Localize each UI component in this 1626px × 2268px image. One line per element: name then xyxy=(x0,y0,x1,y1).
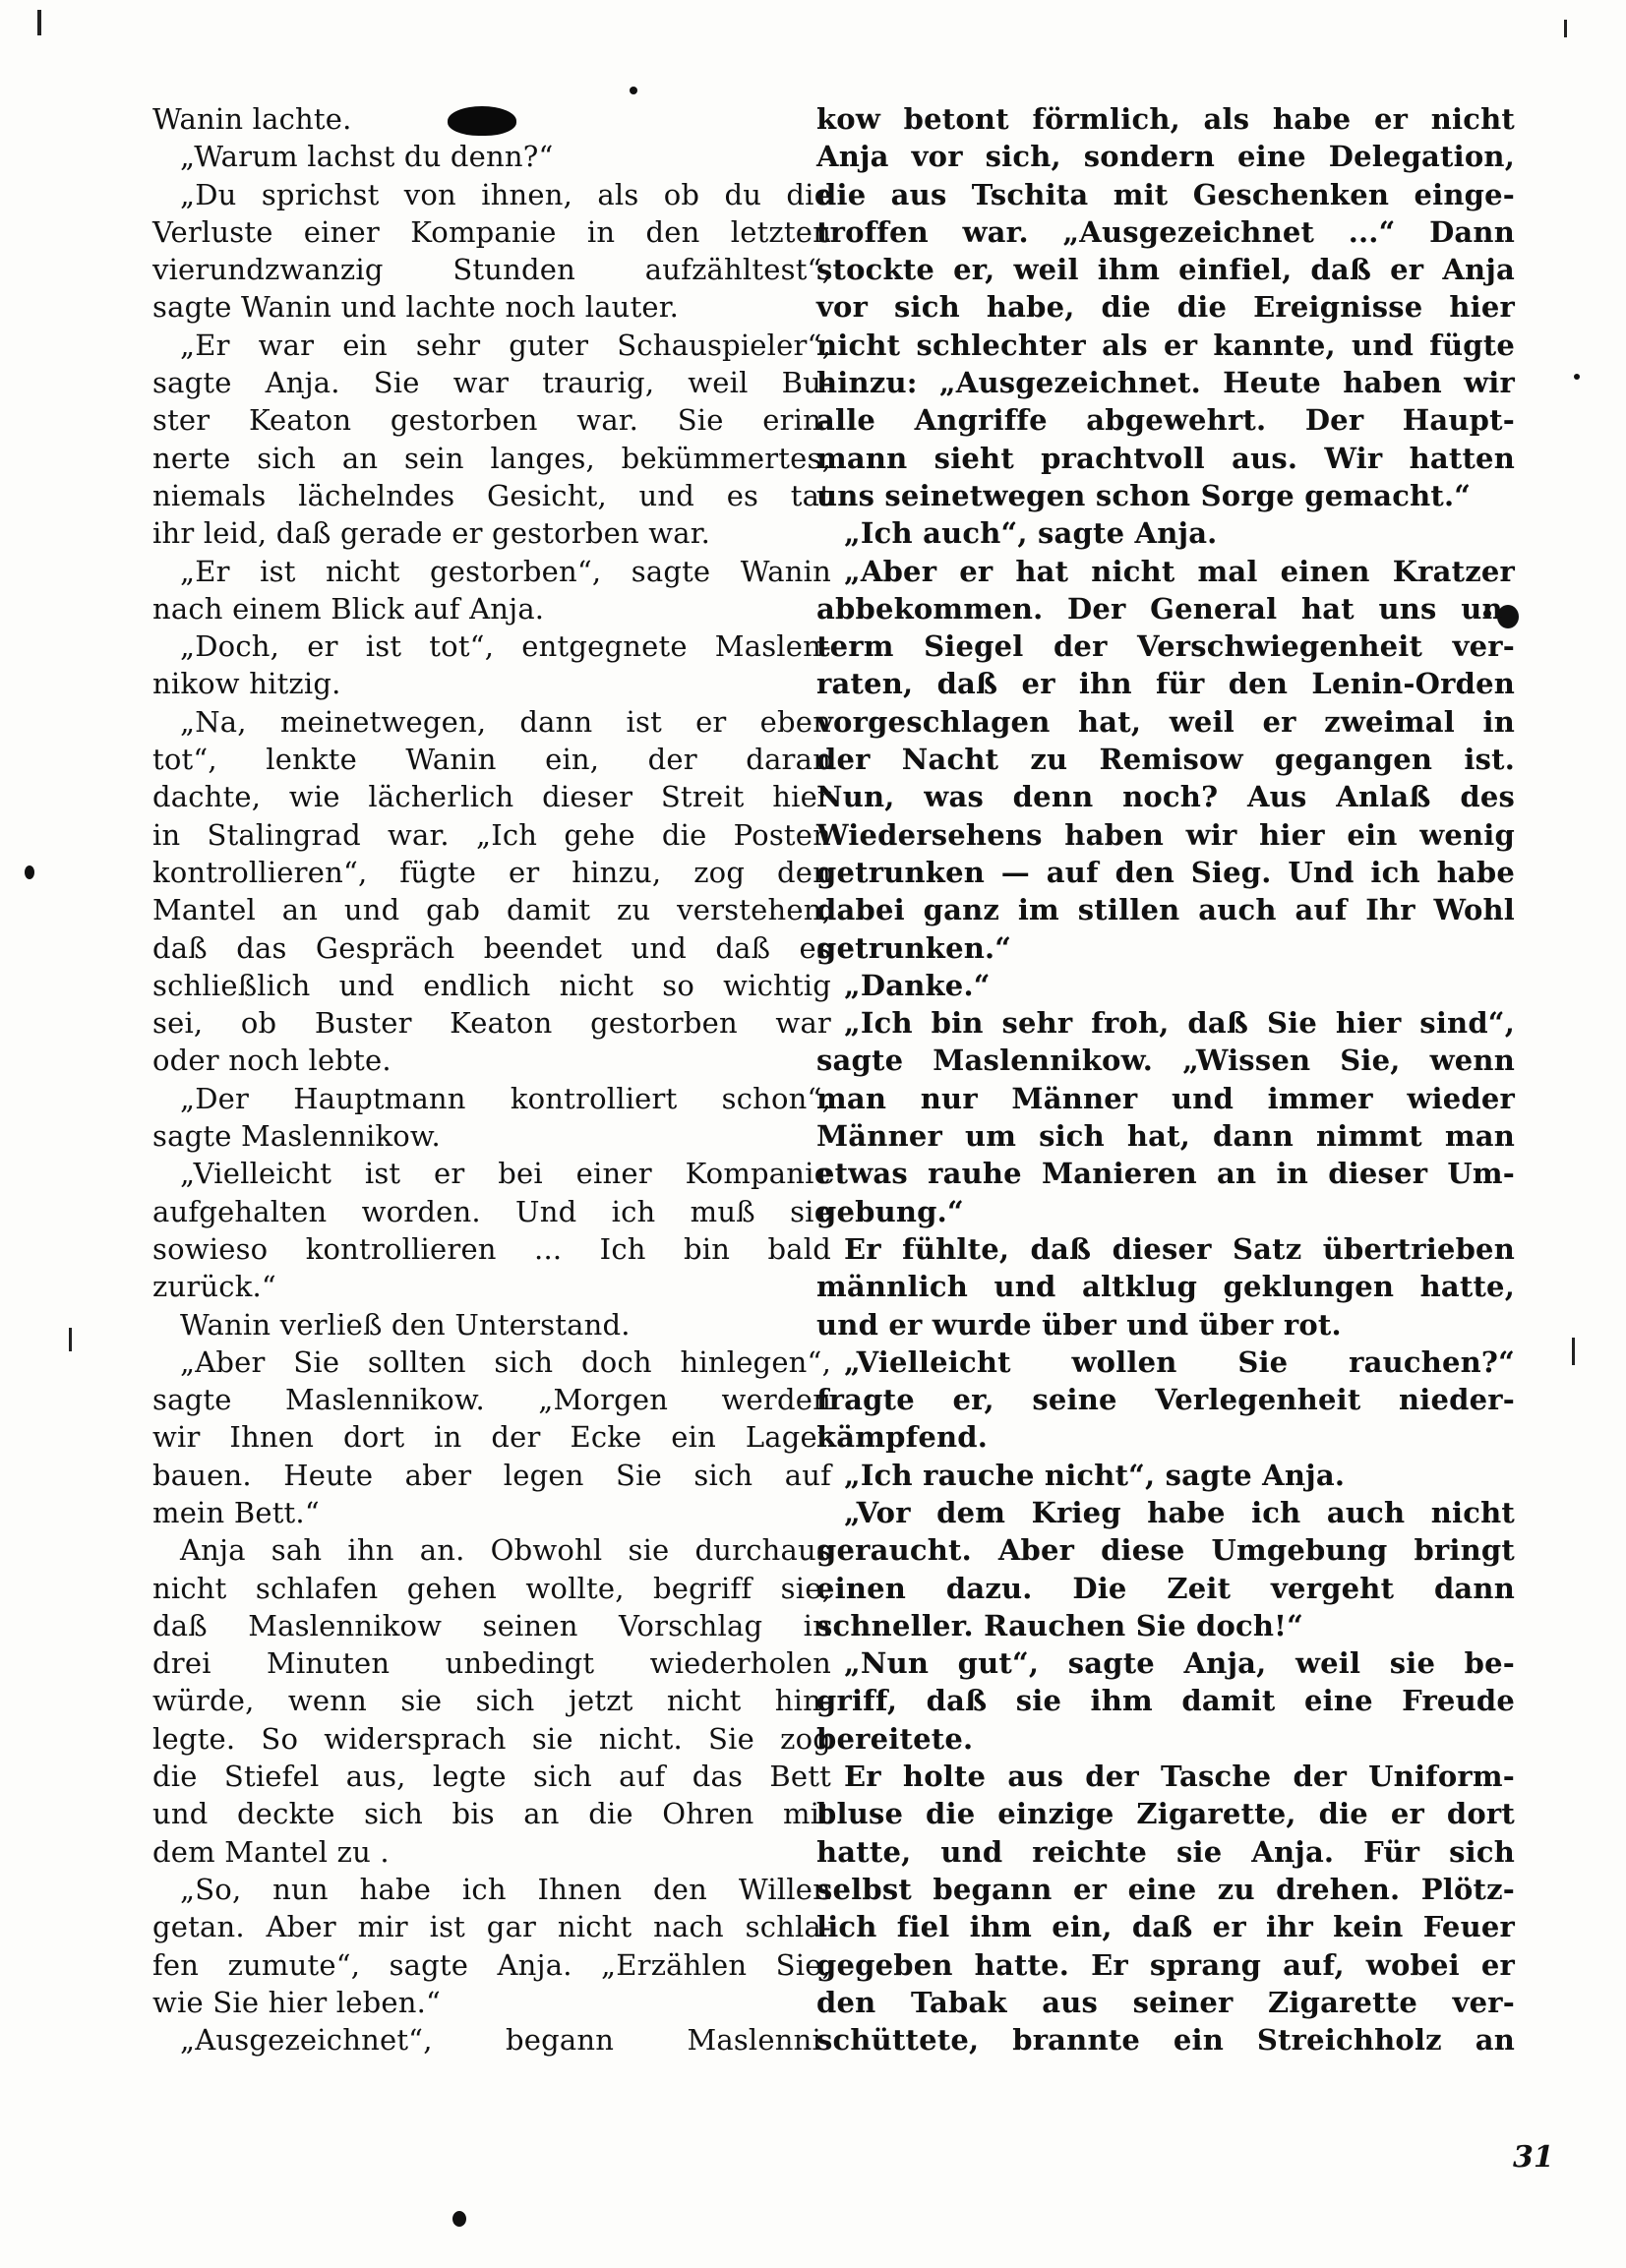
text-line: getrunken — auf den Sieg. Und ich habe xyxy=(816,855,1515,889)
text-line: gebung.“ xyxy=(816,1194,964,1228)
text-line: „Aber Sie sollten sich doch hinlegen“, xyxy=(180,1344,831,1379)
text-line: gegeben hatte. Er sprang auf, wobei er xyxy=(816,1947,1515,1982)
text-line: fen zumute“, sagte Anja. „Erzählen Sie, xyxy=(152,1947,831,1982)
text-line: vorgeschlagen hat, weil er zweimal in xyxy=(816,704,1515,739)
text-line: „Ich auch“, sagte Anja. xyxy=(844,516,1218,551)
text-line: schneller. Rauchen Sie doch!“ xyxy=(816,1608,1303,1642)
text-line: „Ausgezeichnet“, begann Maslenni- xyxy=(180,2023,831,2058)
text-line: „Vor dem Krieg habe ich auch nicht xyxy=(844,1495,1515,1529)
text-line: mann sieht prachtvoll aus. Wir hatten xyxy=(816,441,1515,475)
text-line: kow betont förmlich, als habe er nicht xyxy=(816,102,1515,136)
text-line: „Ich bin sehr froh, daß Sie hier sind“, xyxy=(844,1006,1515,1041)
page-number: 31 xyxy=(1513,2140,1554,2175)
text-line: „So, nun habe ich Ihnen den Willen xyxy=(180,1872,831,1906)
text-line: niemals lächelndes Gesicht, und es tat xyxy=(152,478,831,512)
text-line: und deckte sich bis an die Ohren mit xyxy=(152,1797,831,1831)
text-line: dabei ganz im stillen auch auf Ihr Wohl xyxy=(816,893,1515,927)
text-line: Er fühlte, daß dieser Satz übertrieben xyxy=(844,1231,1515,1266)
text-line: der Nacht zu Remisow gegangen ist. xyxy=(816,743,1515,777)
text-line: wie Sie hier leben.“ xyxy=(152,1985,442,2019)
scan-edge-mark xyxy=(37,10,41,35)
scan-speck xyxy=(25,865,34,879)
text-line: schüttete, brannte ein Streichholz an xyxy=(816,2023,1515,2058)
text-line: Männer um sich hat, dann nimmt man xyxy=(816,1119,1515,1154)
text-line: nerte sich an sein langes, bekümmertes, xyxy=(152,441,831,475)
text-line: raten, daß er ihn für den Lenin-Orden xyxy=(816,667,1515,701)
text-line: „Du sprichst von ihnen, als ob du die xyxy=(180,177,831,211)
scan-edge-mark xyxy=(1572,1338,1575,1365)
text-line: Wanin verließ den Unterstand. xyxy=(180,1307,631,1342)
text-line: die Stiefel aus, legte sich auf das Bett xyxy=(152,1760,831,1794)
text-line: „Er ist nicht gestorben“, sagte Wanin xyxy=(180,554,831,588)
scan-speck xyxy=(630,87,637,94)
text-line: daß das Gespräch beendet und daß es xyxy=(152,930,831,965)
text-line: wir Ihnen dort in der Ecke ein Lager xyxy=(152,1420,831,1455)
text-line: die aus Tschita mit Geschenken einge- xyxy=(816,177,1515,211)
text-line: „Ich rauche nicht“, sagte Anja. xyxy=(844,1458,1346,1492)
text-line: selbst begann er eine zu drehen. Plötz- xyxy=(816,1872,1515,1906)
text-line: „Vielleicht wollen Sie rauchen?“ xyxy=(844,1344,1515,1379)
text-line: in Stalingrad war. „Ich gehe die Posten xyxy=(152,817,831,852)
text-line: nach einem Blick auf Anja. xyxy=(152,591,545,626)
text-line: Nun, was denn noch? Aus Anlaß des xyxy=(816,780,1515,814)
text-line: bereitete. xyxy=(816,1721,974,1756)
right-text-column xyxy=(816,100,1515,2059)
text-line: term Siegel der Verschwiegenheit ver- xyxy=(816,629,1515,664)
scan-speck xyxy=(1574,374,1580,380)
text-line: sagte Maslennikow. xyxy=(152,1119,441,1154)
text-line: sagte Anja. Sie war traurig, weil Bu- xyxy=(152,366,831,400)
text-line: legte. So widersprach sie nicht. Sie zog xyxy=(152,1721,831,1756)
text-line: hinzu: „Ausgezeichnet. Heute haben wir xyxy=(816,366,1515,400)
text-line: den Tabak aus seiner Zigarette ver- xyxy=(816,1985,1515,2019)
text-line: vierundzwanzig Stunden aufzähltest“, xyxy=(152,253,831,287)
text-line: „Aber er hat nicht mal einen Kratzer xyxy=(844,554,1515,588)
text-line: bauen. Heute aber legen Sie sich auf xyxy=(152,1458,831,1492)
text-line: kämpfend. xyxy=(816,1420,989,1455)
text-line: Verluste einer Kompanie in den letzten xyxy=(152,214,831,249)
text-line: uns seinetwegen schon Sorge gemacht.“ xyxy=(816,478,1472,512)
text-line: Wanin lachte. xyxy=(152,102,352,136)
text-line: „Warum lachst du denn?“ xyxy=(180,140,554,174)
text-line: einen dazu. Die Zeit vergeht dann xyxy=(816,1571,1515,1605)
text-line: getrunken.“ xyxy=(816,930,1012,965)
text-line: bluse die einzige Zigarette, die er dort xyxy=(816,1797,1515,1831)
scan-speck xyxy=(452,2211,466,2227)
text-line: dem Mantel zu . xyxy=(152,1834,390,1869)
scan-edge-mark xyxy=(1564,20,1567,37)
text-line: nikow hitzig. xyxy=(152,667,341,701)
text-line: kontrollieren“, fügte er hinzu, zog den xyxy=(152,855,831,889)
text-line: „Na, meinetwegen, dann ist er eben xyxy=(180,704,831,739)
text-line: „Doch, er ist tot“, entgegnete Maslen- xyxy=(180,629,831,664)
text-line: „Danke.“ xyxy=(844,968,991,1002)
text-line: „Vielleicht ist er bei einer Kompanie xyxy=(180,1157,831,1191)
text-line: sagte Maslennikow. „Wissen Sie, wenn xyxy=(816,1044,1515,1078)
text-line: fragte er, seine Verlegenheit nieder- xyxy=(816,1383,1515,1417)
text-line: hatte, und reichte sie Anja. Für sich xyxy=(816,1834,1515,1869)
text-line: daß Maslennikow seinen Vorschlag in xyxy=(152,1608,831,1642)
text-line: sagte Wanin und lachte noch lauter. xyxy=(152,290,680,325)
left-text-column xyxy=(152,100,831,2059)
text-line: drei Minuten unbedingt wiederholen xyxy=(152,1646,831,1681)
text-line: abbekommen. Der General hat uns un- xyxy=(816,591,1515,626)
text-line: stockte er, weil ihm einfiel, daß er Anja xyxy=(816,253,1515,287)
text-line: „Er war ein sehr guter Schauspieler“, xyxy=(180,328,831,362)
text-line: Wiedersehens haben wir hier ein wenig xyxy=(816,817,1515,852)
text-line: Mantel an und gab damit zu verstehen, xyxy=(152,893,831,927)
text-line: nicht schlechter als er kannte, und fügte xyxy=(816,328,1515,362)
text-line: nicht schlafen gehen wollte, begriff sie, xyxy=(152,1571,831,1605)
text-line: sagte Maslennikow. „Morgen werden xyxy=(152,1383,831,1417)
text-line: getan. Aber mir ist gar nicht nach schla- xyxy=(152,1910,831,1944)
text-line: Anja vor sich, sondern eine Delegation, xyxy=(816,140,1515,174)
text-line: alle Angriffe abgewehrt. Der Haupt- xyxy=(816,403,1515,438)
text-line: aufgehalten worden. Und ich muß sie xyxy=(152,1194,831,1228)
text-line: man nur Männer und immer wieder xyxy=(816,1081,1515,1115)
text-line: männlich und altklug geklungen hatte, xyxy=(816,1270,1515,1304)
text-line: sei, ob Buster Keaton gestorben war xyxy=(152,1006,831,1041)
text-line: lich fiel ihm ein, daß er ihr kein Feuer xyxy=(816,1910,1515,1944)
text-line: zurück.“ xyxy=(152,1270,276,1304)
text-line: etwas rauhe Manieren an in dieser Um- xyxy=(816,1157,1515,1191)
text-line: ster Keaton gestorben war. Sie erin- xyxy=(152,403,831,438)
text-line: mein Bett.“ xyxy=(152,1495,320,1529)
text-line: ihr leid, daß gerade er gestorben war. xyxy=(152,516,711,551)
text-line: „Nun gut“, sagte Anja, weil sie be- xyxy=(844,1646,1515,1681)
text-line: schließlich und endlich nicht so wichtig xyxy=(152,968,831,1002)
text-line: dachte, wie lächerlich dieser Streit hier xyxy=(152,780,831,814)
text-line: „Der Hauptmann kontrolliert schon“, xyxy=(180,1081,831,1115)
text-line: sowieso kontrollieren ... Ich bin bald xyxy=(152,1231,831,1266)
text-line: geraucht. Aber diese Umgebung bringt xyxy=(816,1533,1515,1568)
text-line: tot“, lenkte Wanin ein, der daran xyxy=(152,743,831,777)
text-line: griff, daß sie ihm damit eine Freude xyxy=(816,1684,1515,1718)
text-line: oder noch lebte. xyxy=(152,1044,391,1078)
text-line: Er holte aus der Tasche der Uniform- xyxy=(844,1760,1515,1794)
text-line: und er wurde über und über rot. xyxy=(816,1307,1342,1342)
scan-edge-mark xyxy=(69,1328,72,1351)
text-line: Anja sah ihn an. Obwohl sie durchaus xyxy=(180,1533,831,1568)
text-line: vor sich habe, die die Ereignisse hier xyxy=(816,290,1515,325)
text-line: troffen war. „Ausgezeichnet ...“ Dann xyxy=(816,214,1515,249)
text-line: würde, wenn sie sich jetzt nicht hin- xyxy=(152,1684,831,1718)
